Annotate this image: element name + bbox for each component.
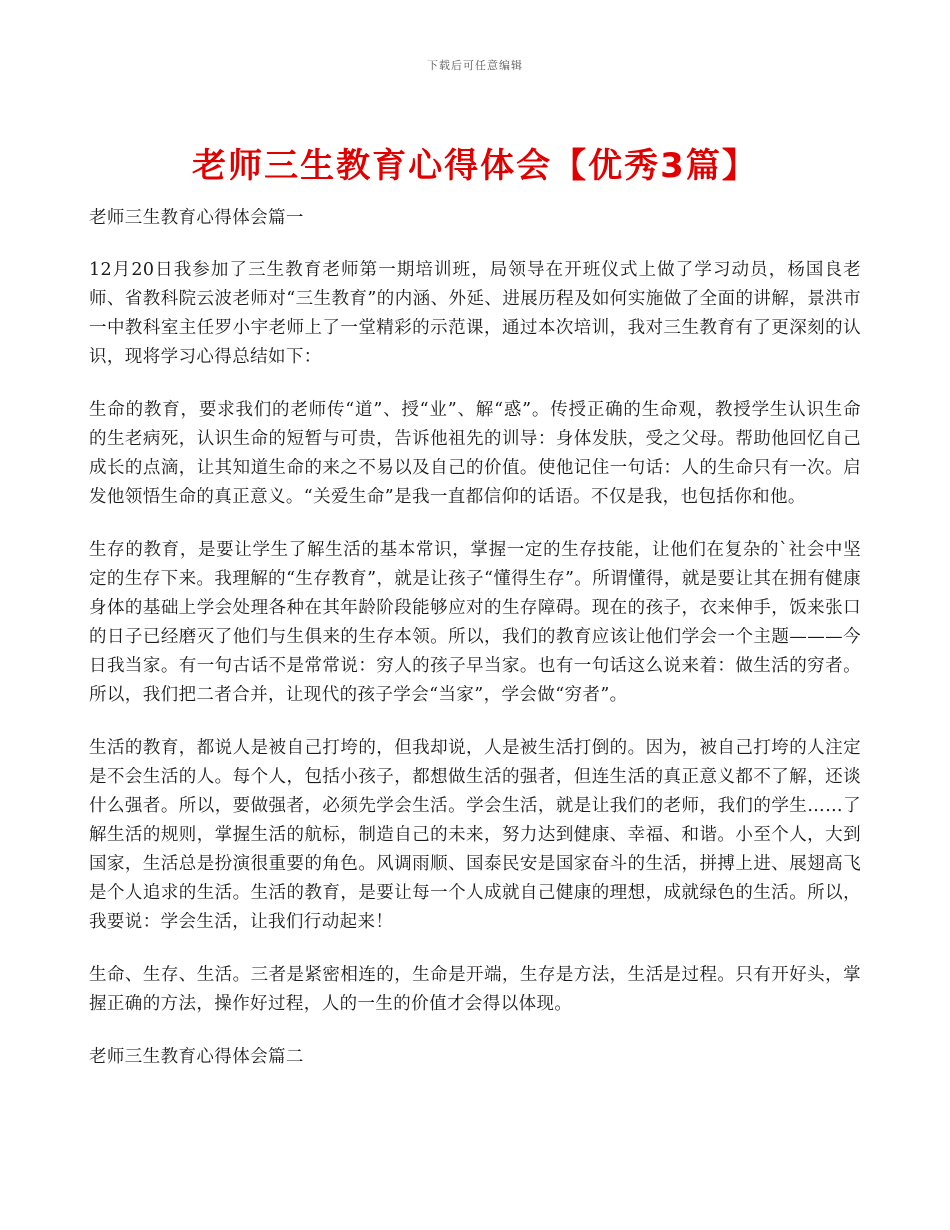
paragraph: 生活的教育，都说人是被自己打垮的，但我却说，人是被生活打倒的。因为，被自己打垮的人注定是不会生活的人。每个人，包括小孩子，都想做生活的强者，但连生活的真正意义都不了解，还谈什么强者。所以，要做强者，必须先学会生活。学会生活，就是让我们的老师，我们的学生……了解生活的规则，掌握生活的航标，制造自己的未来，努力达到健康、幸福、和谐。小至个人，大到国家，生活总是扮演很重要的角色。风调雨顺、国泰民安是国家奋斗的生活，拼搏上进、展翅高飞是个人追求的生活。生活的教育，是要让每一个人成就自己健康的理想，成就绿色的生活。所以，我要说：学会生活，让我们行动起来！ xyxy=(89,738,861,932)
paragraph: 生存的教育，是要让学生了解生活的基本常识，掌握一定的生存技能，让他们在复杂的`社会中坚定的生存下来。我理解的“生存教育”，就是让孩子“懂得生存”。所谓懂得，就是要让其在拥有健康身体的基础上学会处理各种在其年龄阶段能够应对的生存障碍。现在的孩子，衣来伸手，饭来张口的日子已经磨灭了他们与生俱来的生存本领。所以，我们的教育应该让他们学会一个主题———今日我当家。有一句古话不是常常说：穷人的孩子早当家。也有一句话这么说来着：做生活的穷者。所以，我们把二者合并，让现代的孩子学会“当家”，学会做“穷者”。 xyxy=(89,540,861,705)
document-body xyxy=(89,204,861,1095)
header-note: 下载后可任意编辑 xyxy=(427,59,523,72)
section-heading-one: 老师三生教育心得体会篇一 xyxy=(89,208,304,228)
paragraph: 生命、生存、生活。三者是紧密相连的，生命是开端，生存是方法，生活是过程。只有开好头，掌握正确的方法，操作好过程，人的一生的价值才会得以体现。 xyxy=(89,965,861,1014)
document-title: 老师三生教育心得体会【优秀3篇】 xyxy=(192,146,758,186)
section-heading-two: 老师三生教育心得体会篇二 xyxy=(89,1047,304,1067)
paragraph: 12月20日我参加了三生教育老师第一期培训班，局领导在开班仪式上做了学习动员，杨国良老师、省教科院云波老师对“三生教育”的内涵、外延、进展历程及如何实施做了全面的讲解，景洪市一中教科室主任罗小宇老师上了一堂精彩的示范课，通过本次培训，我对三生教育有了更深刻的认识，现将学习心得总结如下： xyxy=(89,260,861,367)
paragraph: 生命的教育，要求我们的老师传“道”、授“业”、解“惑”。传授正确的生命观，教授学生认识生命的生老病死，认识生命的短暂与可贵，告诉他祖先的训导：身体发肤，受之父母。帮助他回忆自己成长的点滴，让其知道生命的来之不易以及自己的价值。使他记住一句话：人的生命只有一次。启发他领悟生命的真正意义。“关爱生命”是我一直都信仰的话语。不仅是我，也包括你和他。 xyxy=(89,400,861,507)
